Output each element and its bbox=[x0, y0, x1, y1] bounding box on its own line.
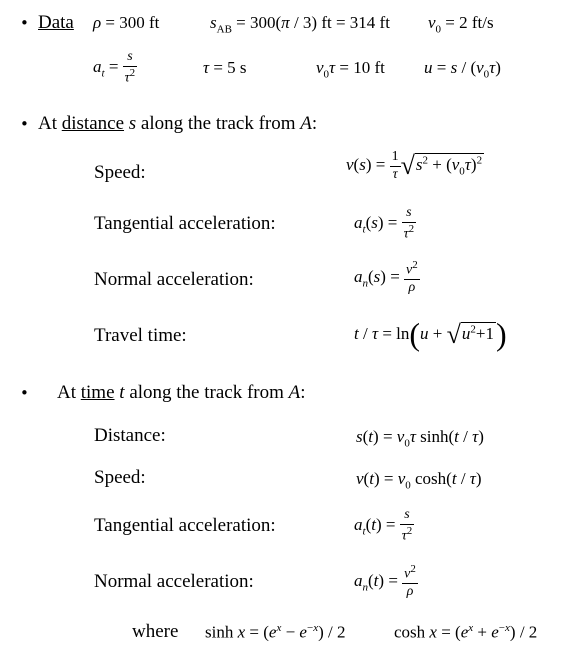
data-label: Data bbox=[38, 12, 74, 33]
formula-tau: τ = 5 s bbox=[203, 58, 247, 77]
formula-s-t: $s(t) = v_0\tau$ sinh(t / τ) bbox=[356, 427, 484, 450]
row-label-tangential: Tangential acceleration: bbox=[94, 213, 276, 234]
row-label-speed: Speed: bbox=[94, 467, 146, 488]
row-label-normal: Normal acceleration: bbox=[94, 571, 254, 592]
formula-s-ab: $s_{AB} = 300(\pi / 3)$ ft = 314 ft bbox=[210, 13, 390, 36]
formula-travel-time: $t / \tau = \ln(u + √u^2+1)$ bbox=[354, 316, 507, 352]
formula-rho: ρ = 300 ft bbox=[93, 13, 160, 32]
bullet: • bbox=[20, 14, 29, 32]
formula-v0: $v_0 = 2$ ft/s bbox=[428, 13, 494, 36]
formula-cosh: $\cosh x = (e^x + e^{-x}) / 2$ bbox=[394, 622, 538, 642]
bullet: • bbox=[20, 384, 29, 402]
formula-an-s: $a_n(s)$ = $\frac{v^2}{\rho}$ bbox=[354, 259, 418, 296]
row-label-speed: Speed: bbox=[94, 162, 146, 183]
formula-u: $u = s / (v_0\tau)$ bbox=[424, 58, 501, 81]
distance-heading: At distance s along the track from A: bbox=[38, 113, 318, 134]
formula-at-def: $a_t$ = $\frac{s}{\tau^2}$ bbox=[93, 49, 136, 86]
formula-an-t: $a_n(t)$ = $\frac{v^2}{\rho}$ bbox=[354, 563, 416, 600]
row-label-travel-time: Travel time: bbox=[94, 325, 187, 346]
formula-speed-s: v(s) = $\frac{1}{\tau}$ $√s^2 + (v_0\tau)^2$ bbox=[346, 149, 483, 182]
row-label-tangential: Tangential acceleration: bbox=[94, 515, 276, 536]
row-label-distance: Distance: bbox=[94, 425, 166, 446]
formula-at-t: $a_t(t)$ = $\frac{s}{\tau^2}$ bbox=[354, 507, 413, 544]
formula-sinh: $\sinh x = (e^x - e^{-x}) / 2$ bbox=[205, 622, 346, 642]
where-label: where bbox=[132, 621, 179, 642]
formula-v-t: $v(t) = v_0$ cosh(t / τ) bbox=[356, 469, 482, 492]
time-heading: At time t along the track from A: bbox=[57, 382, 306, 403]
bullet: • bbox=[20, 115, 29, 133]
row-label-normal: Normal acceleration: bbox=[94, 269, 254, 290]
formula-v0tau: $v_0\tau = 10$ ft bbox=[316, 58, 385, 81]
formula-at-s: $a_t(s)$ = $\frac{s}{\tau^2}$ bbox=[354, 205, 415, 242]
